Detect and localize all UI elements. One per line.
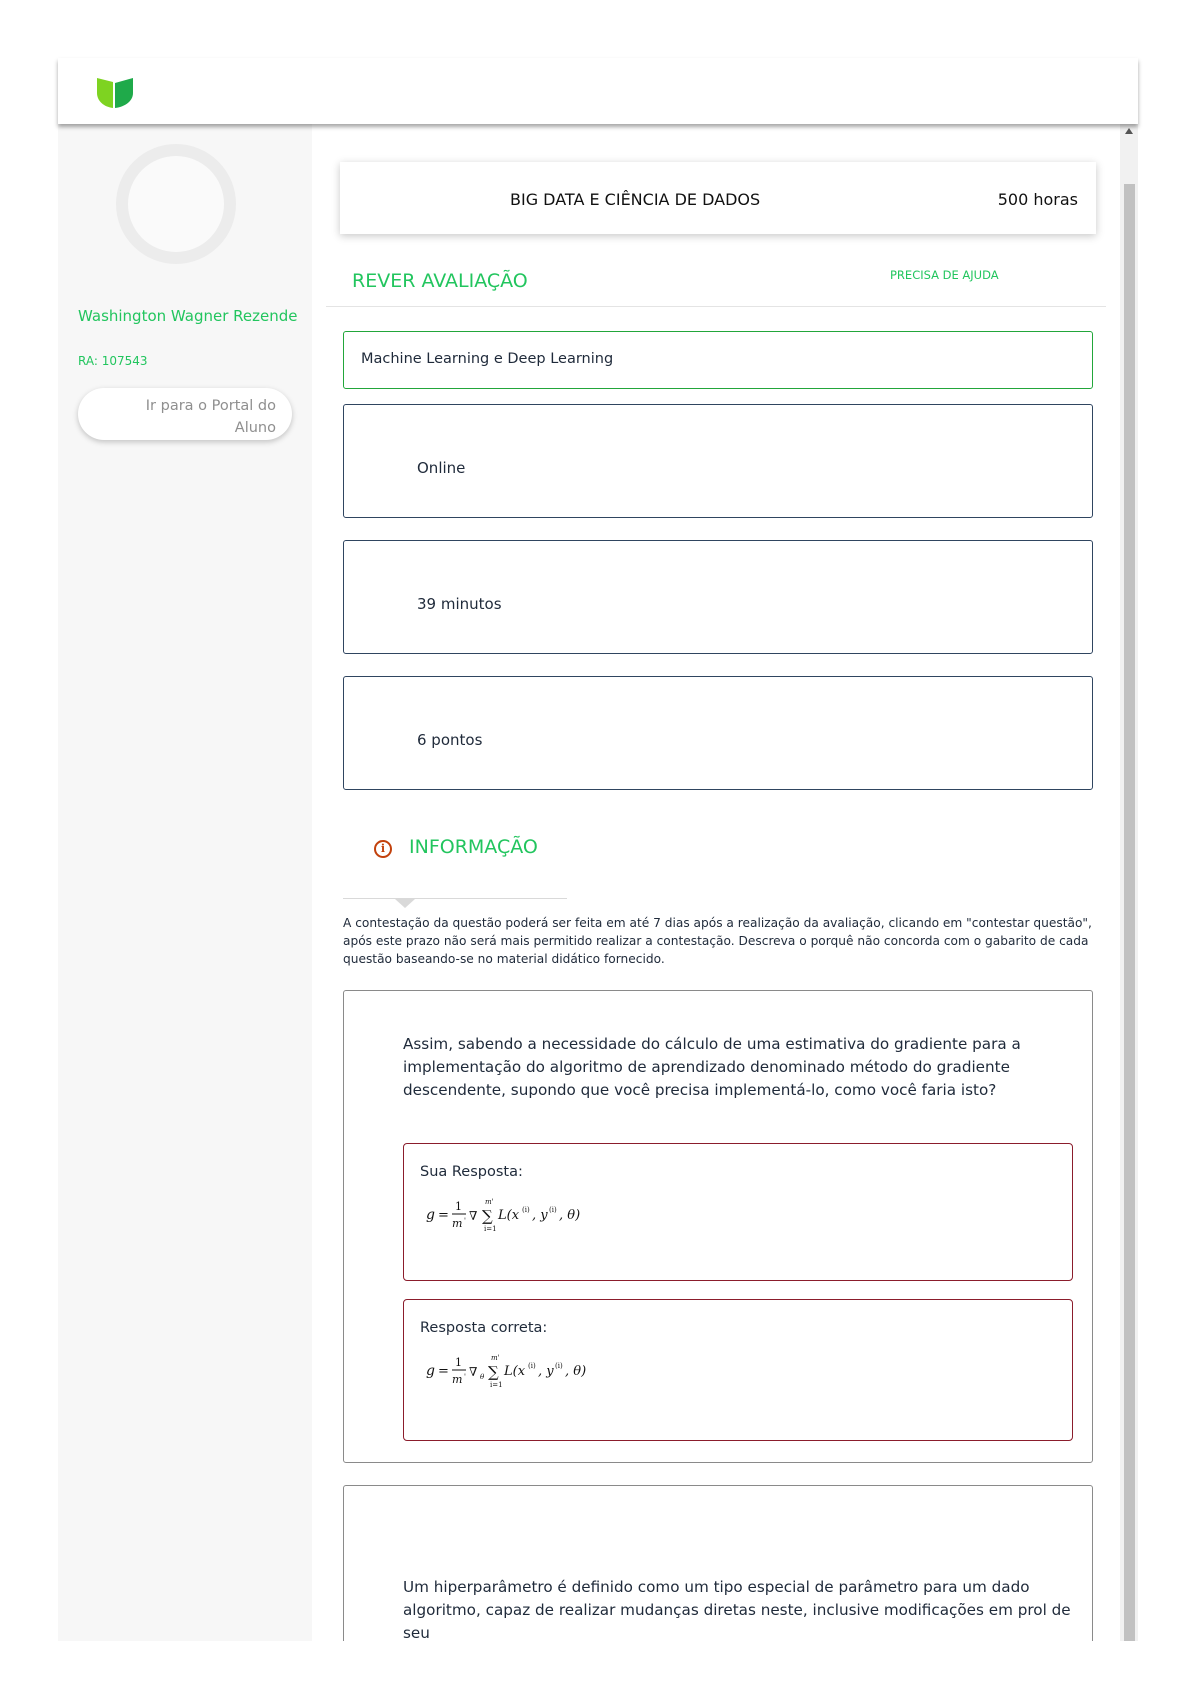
question-card [343,1485,1093,1641]
svg-text:i=1: i=1 [484,1225,497,1233]
portal-aluno-button[interactable]: Ir para o Portal do Aluno [78,388,292,440]
scrollbar[interactable] [1120,124,1138,1641]
brand-logo-icon[interactable] [96,74,134,110]
main-content [312,124,1120,1641]
svg-text:(i): (i) [555,1362,563,1370]
score-field [343,676,1093,790]
svg-text:=: = [438,1208,449,1223]
subject-field [343,331,1093,389]
scroll-thumb[interactable] [1124,184,1135,1641]
question-text: Assim, sabendo a necessidade do cálculo de uma estimativa do gradiente para a implementação do algoritmo de aprendizado denominado método do gradiente descendente, supondo que você precisa implementá-lo, como você faria isto? [403,1035,1021,1099]
svg-text:∇: ∇ [469,1209,478,1223]
subject-value: Machine Learning e Deep Learning [361,351,614,367]
duration-value: 39 minutos [417,595,502,613]
info-text: A contestação da questão poderá ser feita em até 7 dias após a realização da avaliação, clicando em "contestar questão", após este prazo não será mais permitido realizar a contestação. Descreva o porquê não concorda com o gabarito de cada questão baseando-se no material didático fornecido. [343,916,1092,966]
user-ra: RA: 107543 [78,354,148,368]
your-answer-box [403,1143,1073,1281]
correct-answer-formula [426,1348,616,1392]
sidebar [58,124,312,1641]
avatar[interactable] [116,144,236,264]
correct-answer-label: Resposta correta: [420,1320,548,1336]
svg-text:(i): (i) [549,1206,557,1214]
svg-text:(i): (i) [528,1362,536,1370]
score-value: 6 pontos [417,731,483,749]
info-divider [343,898,567,899]
info-caret-icon [395,899,415,908]
page-title: REVER AVALIAÇÃO [352,270,528,292]
app-window [58,58,1138,1641]
svg-text:, y: , y [532,1208,548,1223]
info-circle-icon: i [374,840,392,858]
divider [326,306,1106,307]
svg-text:m: m [452,1217,463,1230]
info-title: INFORMAÇÃO [409,836,538,858]
svg-text:g: g [426,1363,435,1379]
question-text: Um hiperparâmetro é definido como um tipo especial de parâmetro para um dado algoritmo, capaz de realizar mudanças diretas neste, inclusive modificações em prol de seu [403,1578,1071,1641]
course-hours: 500 horas [997,190,1078,209]
help-link[interactable]: PRECISA DE AJUDA [890,268,999,282]
modality-field [343,404,1093,518]
svg-text:i=1: i=1 [490,1381,503,1389]
svg-text:L(x: L(x [498,1208,520,1223]
svg-text:m: m [452,1373,463,1386]
svg-text:g: g [426,1207,435,1223]
svg-text:, θ): , θ) [559,1208,581,1223]
your-answer-label: Sua Resposta: [420,1164,523,1180]
svg-text:=: = [438,1364,449,1379]
duration-field [343,540,1093,654]
svg-text:m': m' [491,1354,500,1362]
user-name: Washington Wagner Rezende [78,307,298,325]
svg-text:∑: ∑ [488,1363,499,1381]
course-card [340,162,1096,234]
course-title: BIG DATA E CIÊNCIA DE DADOS [510,190,761,209]
svg-text:1: 1 [455,1356,462,1369]
svg-text:': ' [464,1373,466,1381]
correct-answer-box [403,1299,1073,1441]
svg-text:, y: , y [538,1364,554,1379]
svg-text:∑: ∑ [482,1207,493,1225]
your-answer-formula [426,1192,606,1236]
svg-text:θ: θ [480,1373,485,1381]
svg-text:(i): (i) [522,1206,530,1214]
svg-text:L(x: L(x [504,1364,526,1379]
modality-value: Online [417,459,466,477]
scroll-up-arrow-icon[interactable] [1125,128,1133,134]
svg-text:, θ): , θ) [565,1364,587,1379]
svg-text:∇: ∇ [469,1365,478,1379]
question-card [343,990,1093,1463]
svg-text:': ' [464,1217,466,1225]
top-bar [58,58,1138,124]
svg-text:m': m' [485,1198,494,1206]
svg-text:1: 1 [455,1200,462,1213]
